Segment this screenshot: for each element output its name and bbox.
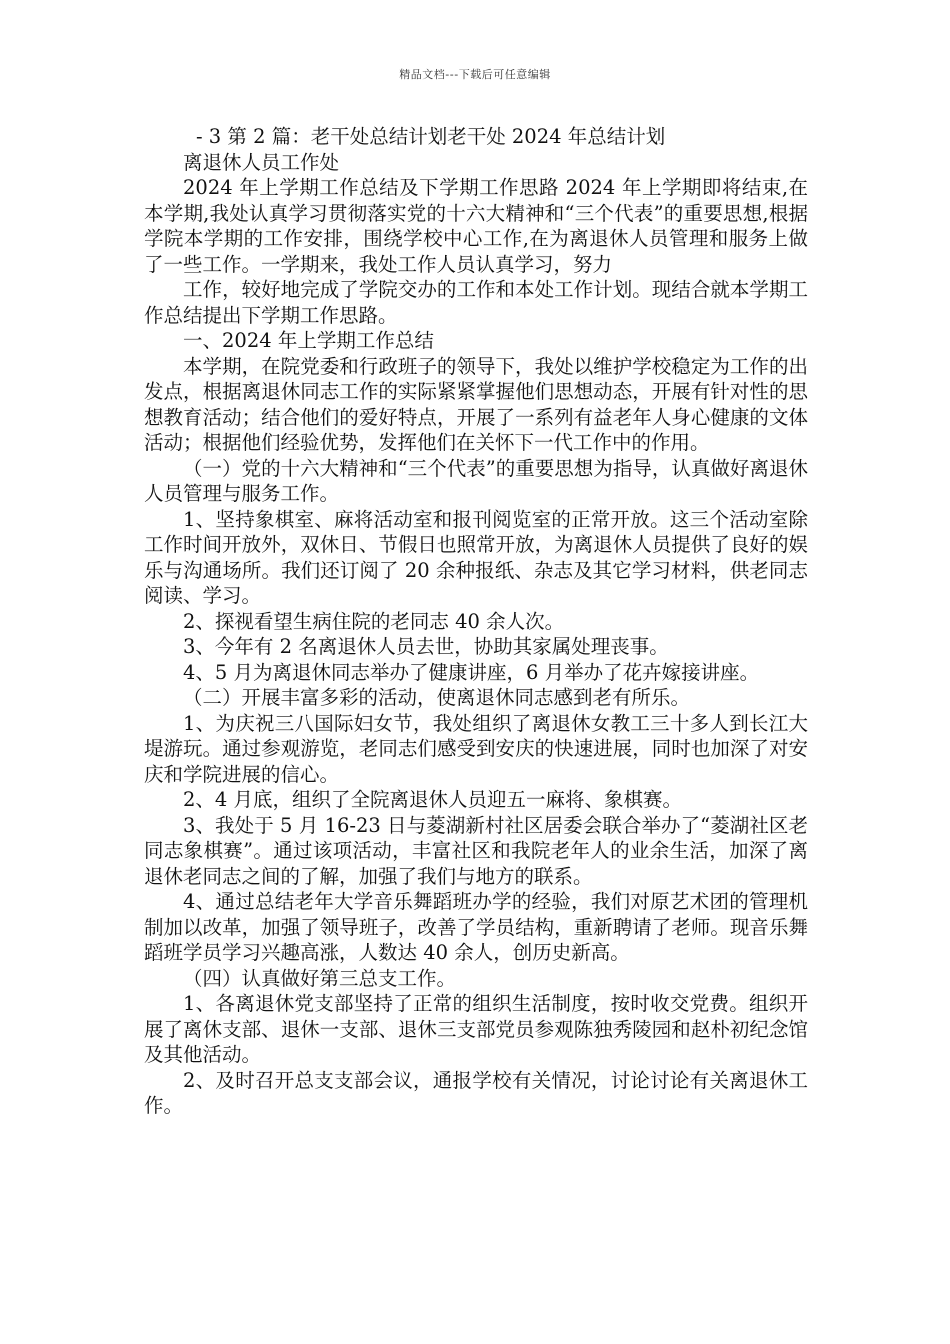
- list-item: 2、探视看望生病住院的老同志 40 余人次。: [183, 609, 565, 633]
- paragraph: 工作，较好地完成了学院交办的工作和本处工作计划。现结合就本学期工作总结提出下学期工作思路。: [144, 278, 808, 327]
- list-item: 1、为庆祝三八国际妇女节，我处组织了离退休女教工三十多人到长江大堤游玩。通过参观游览，老同志们感受到安庆的快速进展，同时也加深了对安庆和学院进展的信心。: [144, 711, 808, 786]
- list-item: 1、坚持象棋室、麻将活动室和报刊阅览室的正常开放。这三个活动室除工作时间开放外，双休日、节假日也照常开放，为离退休人员提供了良好的娱乐与沟通场所。我们还订阅了 20 余种报纸、杂志及其它学习材料，供老同志阅读、学习。: [144, 507, 808, 607]
- subsection-heading: （二）开展丰富多彩的活动，使离退休同志感到老有所乐。: [183, 686, 691, 709]
- list-item: 3、我处于 5 月 16-23 日与菱湖新村社区居委会联合举办了“菱湖社区老同志象棋赛”。通过该项活动，丰富社区和我院老年人的业余生活，加深了离退休老同志之间的了解，加强了我们与地方的联系。: [144, 813, 808, 888]
- paragraph: 2024 年上学期工作总结及下学期工作思路 2024 年上学期即将结束,在本学期,我处认真学习贯彻落实党的十六大精神和“三个代表”的重要思想,根据学院本学期的工作安排，围绕学校中心工作,在为离退休人员管理和服务上做了一些工作。一学期来，我处工作人员认真学习，努力: [144, 176, 808, 276]
- department-name: 离退休人员工作处: [183, 150, 340, 174]
- list-item: 2、及时召开总支支部会议，通报学校有关情况，讨论讨论有关离退休工作。: [144, 1068, 808, 1117]
- subsection-heading: （四）认真做好第三总支工作。: [183, 966, 457, 990]
- list-item: 4、通过总结老年大学音乐舞蹈班办学的经验，我们对原艺术团的管理机制加以改革，加强了领导班子，改善了学员结构，重新聘请了老师。现音乐舞蹈班学员学习兴趣高涨，人数达 40 余人，创历史新高。: [144, 890, 808, 964]
- list-item: 4、5 月为离退休同志举办了健康讲座，6 月举办了花卉嫁接讲座。: [183, 660, 760, 684]
- subsection-heading: （一）党的十六大精神和“三个代表”的重要思想为指导，认真做好离退休人员管理与服务工作。: [144, 456, 808, 505]
- list-item: 1、各离退休党支部坚持了正常的组织生活制度，按时收交党费。组织开展了离休支部、退休一支部、退休三支部党员参观陈独秀陵园和赵朴初纪念馆及其他活动。: [144, 992, 808, 1066]
- document-body: [144, 124, 808, 1119]
- page-header: 精品文档---下载后可任意编辑: [399, 68, 551, 81]
- document-title: - 3 第 2 篇：老干处总结计划老干处 2024 年总结计划: [196, 125, 666, 148]
- list-item: 3、今年有 2 名离退休人员去世，协助其家属处理丧事。: [183, 635, 669, 658]
- paragraph: 本学期，在院党委和行政班子的领导下，我处以维护学校稳定为工作的出发点，根据离退休同志工作的实际紧紧掌握他们思想动态，开展有针对性的思想教育活动；结合他们的爱好特点，开展了一系列有益老年人身心健康的文体活动；根据他们经验优势，发挥他们在关怀下一代工作中的作用。: [144, 354, 808, 454]
- section-heading: 一、2024 年上学期工作总结: [183, 329, 434, 352]
- list-item: 2、4 月底，组织了全院离退休人员迎五一麻将、象棋赛。: [183, 788, 683, 811]
